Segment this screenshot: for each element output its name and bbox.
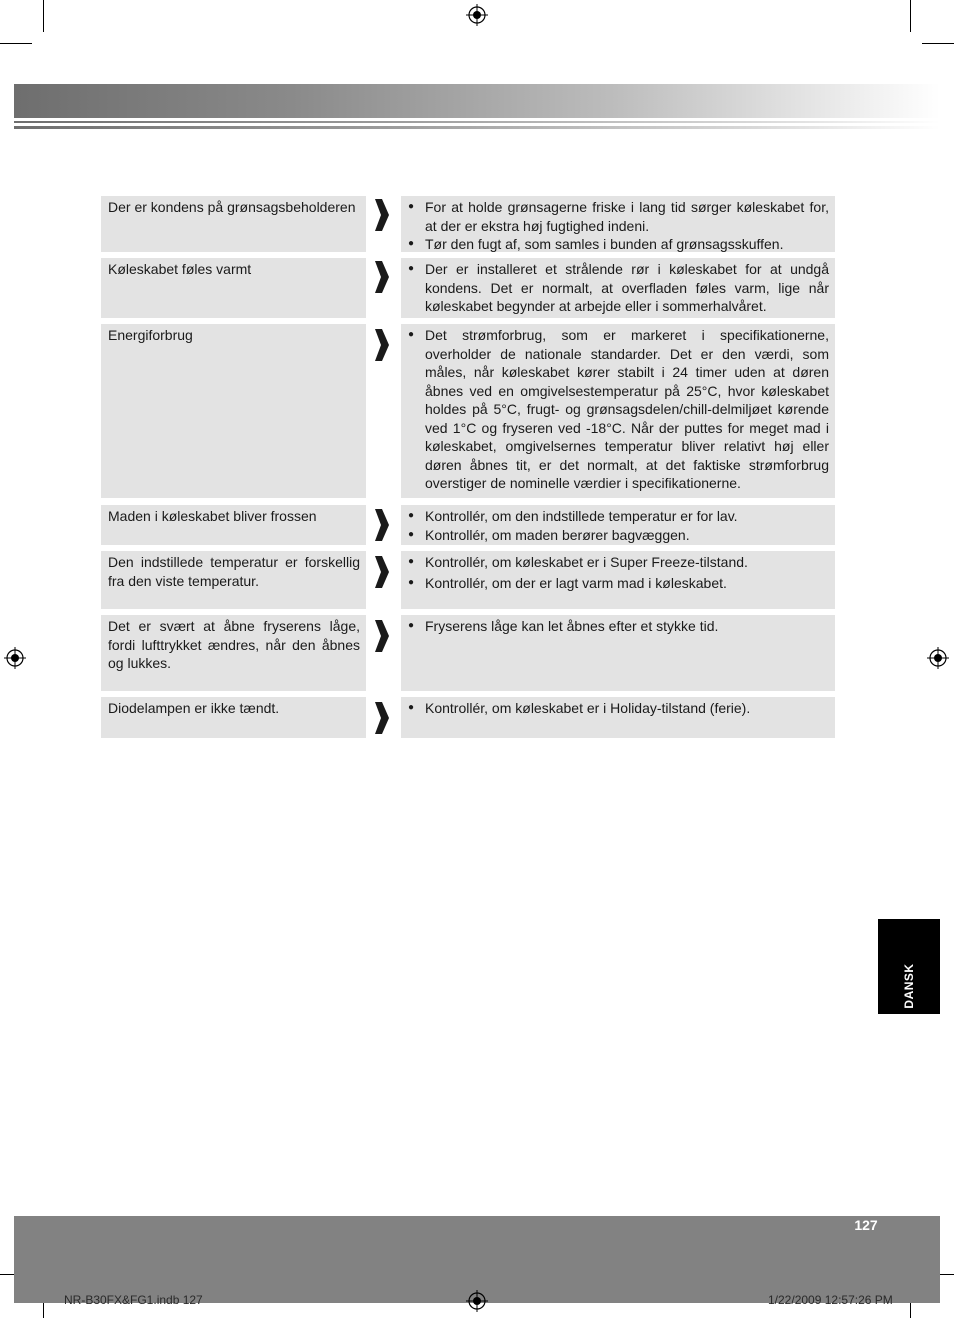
crop-mark — [922, 43, 954, 44]
language-tab-label: DANSK — [902, 963, 916, 1009]
list-item: ● Kontrollér, om den indstillede temperatur er for lav. — [425, 507, 829, 526]
table-row — [101, 551, 835, 609]
arrow-right-icon — [373, 328, 391, 362]
list-item: ● Kontrollér, om der er lagt varm mad i køleskabet. — [425, 574, 829, 593]
list-item: ● Kontrollér, om maden berører bagvæggen. — [425, 526, 829, 545]
registration-mark-icon — [927, 647, 949, 669]
table-row — [101, 196, 835, 252]
header-band — [14, 84, 940, 118]
crop-mark — [43, 0, 44, 32]
arrow-right-icon — [373, 198, 391, 232]
arrow-right-icon — [373, 260, 391, 294]
arrow-right-icon — [373, 508, 391, 542]
solution-cell — [401, 258, 835, 318]
crop-mark — [0, 43, 32, 44]
solution-cell — [401, 551, 835, 609]
table-row — [101, 615, 835, 691]
table-row — [101, 505, 835, 545]
page-number: 127 — [854, 1217, 878, 1233]
solution-cell — [401, 505, 835, 545]
registration-mark-icon — [4, 647, 26, 669]
table-row — [101, 258, 835, 318]
header-rule — [14, 121, 940, 123]
header-rule — [14, 126, 940, 129]
list-item: ● Det strømforbrug, som er markeret i specifikationerne, overholder de nationale standarder. Det er den værdi, som måles, når køleskabet kører stabilt i 24 timer uden at døren åbnes ved en omgivelsestemperatur på 25°C, hvor køleskabet holdes på 5°C, frugt- og grønsagsdelen/chill-delmiljøet kørende ved 1°C og fryseren ved -18°C. Når der puttes for meget mad i køleskabet, omgivelsernes temperatur bliver relativt høj eller døren åbnes tit, er det normalt, at det faktiske strømforbrug overstiger de nominelle værdier i specifikationerne. — [425, 326, 829, 493]
list-item: ● For at holde grønsagerne friske i lang tid sørger køleskabet for, at der er ekstra høj fugtighed indeni. — [425, 198, 829, 235]
list-item: ● Kontrollér, om køleskabet er i Super Freeze-tilstand. — [425, 553, 829, 572]
problem-cell: Den indstillede temperatur er forskellig fra den viste temperatur. — [101, 551, 366, 609]
problem-cell: Maden i køleskabet bliver frossen — [101, 505, 366, 545]
list-item: ● Kontrollér, om køleskabet er i Holiday-tilstand (ferie). — [425, 699, 829, 718]
problem-cell: Energiforbrug — [101, 324, 366, 498]
list-item: ● Der er installeret et strålende rør i køleskabet for at undgå kondens. Det er normalt, at overfladen føles varm, lige når køleskabet begynder at arbejde eller i sommerhalvåret. — [425, 260, 829, 316]
arrow-right-icon — [373, 701, 391, 735]
registration-mark-icon — [466, 1290, 488, 1312]
solution-cell — [401, 615, 835, 691]
problem-cell: Der er kondens på grønsagsbeholderen — [101, 196, 366, 252]
problem-cell: Køleskabet føles varmt — [101, 258, 366, 318]
problem-cell: Det er svært at åbne fryserens låge, fordi lufttrykket ændres, når den åbnes og lukkes. — [101, 615, 366, 691]
footer-file-slug: NR-B30FX&FG1.indb 127 — [64, 1293, 203, 1307]
footer-datetime-slug: 1/22/2009 12:57:26 PM — [768, 1293, 893, 1307]
arrow-right-icon — [373, 619, 391, 653]
arrow-right-icon — [373, 555, 391, 589]
table-row — [101, 324, 835, 498]
table-row — [101, 697, 835, 738]
problem-cell: Diodelampen er ikke tændt. — [101, 697, 366, 738]
registration-mark-icon — [466, 4, 488, 26]
list-item: ● Tør den fugt af, som samles i bunden af grønsagsskuffen. — [425, 235, 829, 254]
crop-mark — [910, 0, 911, 32]
solution-cell — [401, 196, 835, 252]
language-tab — [878, 919, 940, 1014]
solution-cell — [401, 697, 835, 738]
list-item: ● Fryserens låge kan let åbnes efter et stykke tid. — [425, 617, 829, 636]
solution-cell — [401, 324, 835, 498]
